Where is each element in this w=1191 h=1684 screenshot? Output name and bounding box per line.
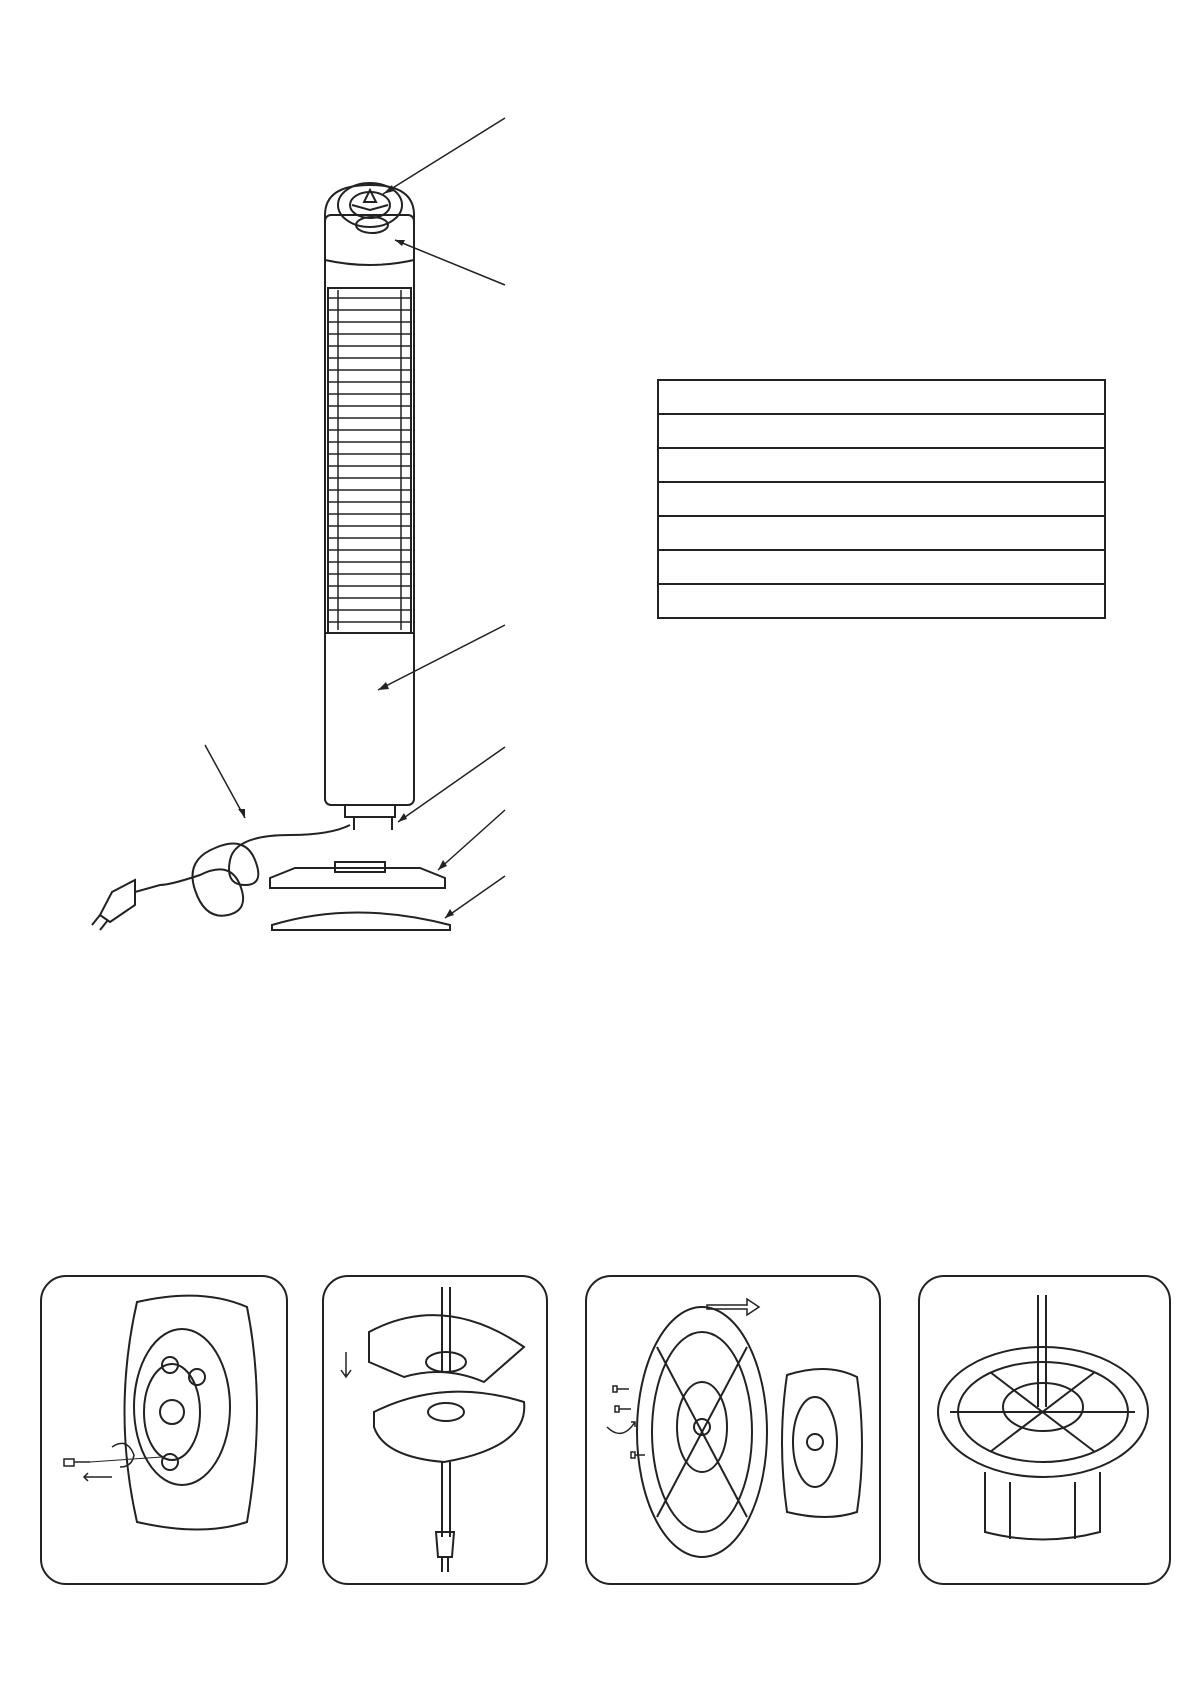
- table-row: [658, 414, 1105, 448]
- arrow-right-icon: [707, 1299, 759, 1315]
- arrow-left-icon: [84, 1473, 112, 1481]
- table-cell: [658, 482, 1105, 516]
- assembly-step-4-panel: [918, 1275, 1171, 1585]
- table-cell: [658, 516, 1105, 550]
- power-plug: [436, 1532, 454, 1557]
- table-row: [658, 550, 1105, 584]
- leader-top-cover: [395, 240, 505, 285]
- leader-control-panel: [383, 118, 505, 194]
- leader-power-cord: [205, 745, 245, 818]
- table-cell: [658, 550, 1105, 584]
- arrow-down-icon: [341, 1352, 351, 1377]
- power-cord: [135, 825, 350, 916]
- assembly-step-1-panel: [40, 1275, 288, 1585]
- leader-upper-base: [438, 810, 505, 870]
- table-cell: [658, 448, 1105, 482]
- assembly-step-2-panel: [322, 1275, 548, 1585]
- rotate-arrow-icon: [112, 1443, 134, 1467]
- table-cell: [658, 380, 1105, 414]
- tower-bottom: [985, 1472, 1100, 1540]
- assembly-step-3-panel: [585, 1275, 881, 1585]
- table-row: [658, 482, 1105, 516]
- table-row: [658, 448, 1105, 482]
- table-cell: [658, 414, 1105, 448]
- leader-lower-base: [445, 876, 505, 918]
- table-row: [658, 516, 1105, 550]
- table-row: [658, 584, 1105, 618]
- table-cell: [658, 584, 1105, 618]
- fan-grille: [328, 288, 411, 633]
- parts-list-table: [657, 379, 1106, 619]
- lower-base: [272, 913, 450, 931]
- rotate-arrow-icon: [607, 1422, 635, 1433]
- leader-tower-body: [378, 625, 505, 690]
- table-row: [658, 380, 1105, 414]
- screw-icon: [64, 1459, 90, 1466]
- power-plug: [100, 880, 135, 922]
